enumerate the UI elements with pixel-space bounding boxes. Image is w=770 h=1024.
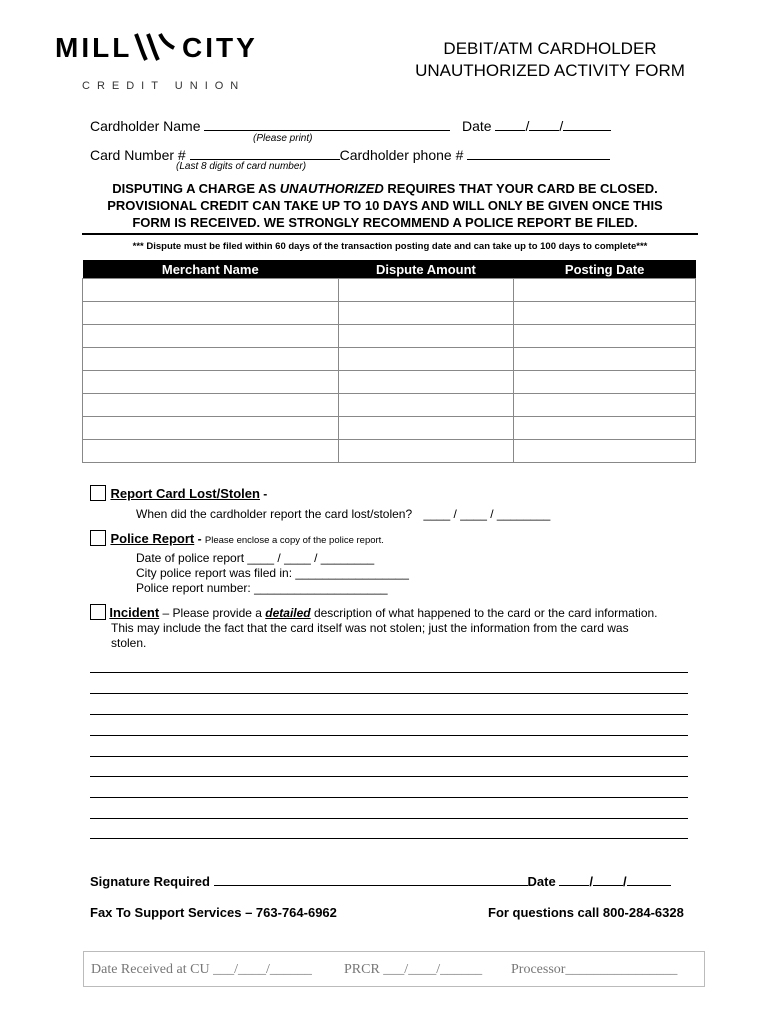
police-report-note: Please enclose a copy of the police report. (204, 535, 384, 546)
dispute-deadline-note: *** Dispute must be filed within 60 days of the transaction posting date and can take up to 100 days to complete*** (132, 241, 648, 252)
police-date-field[interactable]: ____ / ____ / ________ (247, 551, 375, 565)
fax-info: Fax To Support Services – 763-764-6962 (90, 905, 337, 920)
police-number-label: Police report number: (136, 581, 251, 595)
col-dispute-amount: Dispute Amount (338, 260, 514, 279)
processor-field[interactable]: Processor________________ (511, 962, 678, 977)
cardholder-name-field[interactable] (204, 116, 450, 131)
police-report-title: Police Report (110, 531, 195, 546)
description-line[interactable] (90, 756, 688, 757)
dispute-amount-cell[interactable] (338, 279, 514, 302)
merchant-name-cell[interactable] (83, 302, 339, 325)
table-row (83, 325, 696, 348)
description-line[interactable] (90, 735, 688, 736)
merchant-name-cell[interactable] (83, 348, 339, 371)
description-line[interactable] (90, 714, 688, 715)
posting-date-cell[interactable] (514, 279, 696, 302)
card-number-field[interactable] (190, 145, 340, 160)
lost-stolen-checkbox[interactable] (90, 485, 106, 501)
cardholder-phone-label: Cardholder phone # (339, 147, 464, 163)
posting-date-cell[interactable] (514, 440, 696, 463)
merchant-name-cell[interactable] (83, 325, 339, 348)
table-row (83, 279, 696, 302)
card-number-label: Card Number # (90, 147, 186, 163)
transaction-table (82, 260, 696, 463)
description-line[interactable] (90, 818, 688, 819)
dispute-amount-cell[interactable] (338, 417, 514, 440)
lost-stolen-question: When did the cardholder report the card lost/stolen? (136, 507, 413, 521)
lost-stolen-title: Report Card Lost/Stolen (110, 486, 260, 501)
cu-use-box (83, 951, 705, 987)
merchant-name-cell[interactable] (83, 279, 339, 302)
description-line[interactable] (90, 838, 688, 839)
merchant-name-cell[interactable] (83, 440, 339, 463)
date-label: Date (462, 118, 492, 134)
table-row (83, 394, 696, 417)
detailed-emphasis: detailed (265, 606, 311, 620)
please-print-hint: (Please print) (253, 133, 313, 144)
table-row (83, 440, 696, 463)
col-posting-date: Posting Date (514, 260, 696, 279)
form-title-line1: DEBIT/ATM CARDHOLDER (443, 39, 657, 58)
lost-stolen-question-row (136, 507, 550, 521)
divider (82, 233, 698, 235)
police-report-section: Police Report - Please enclose a copy of the police report. (90, 530, 384, 548)
date-month-field[interactable] (495, 116, 525, 131)
questions-info: For questions call 800-284-6328 (488, 905, 684, 920)
logo-subtitle: CREDIT UNION (82, 80, 246, 92)
signature-field[interactable] (214, 871, 528, 886)
table-row (83, 371, 696, 394)
merchant-name-cell[interactable] (83, 394, 339, 417)
posting-date-cell[interactable] (514, 325, 696, 348)
col-merchant-name: Merchant Name (83, 260, 339, 279)
last8-hint: (Last 8 digits of card number) (176, 161, 307, 172)
closure-warning: DISPUTING A CHARGE AS UNAUTHORIZED REQUIRES THAT YOUR CARD BE CLOSED. PROVISIONAL CREDIT CAN TAKE UP TO 10 DAYS AND WILL ONLY BE GIVEN ONCE THIS FORM IS RECEIVED. WE STRONGLY RECOMMEND A POLICE REPORT BE FILED. (107, 181, 663, 230)
table-row (83, 348, 696, 371)
form-title-line2: UNAUTHORIZED ACTIVITY FORM (415, 61, 685, 80)
signature-row: Signature Required Date / / (90, 871, 671, 889)
description-line[interactable] (90, 672, 688, 673)
form-title (400, 38, 700, 82)
date-year-field[interactable] (563, 116, 611, 131)
lost-stolen-date-field[interactable]: ____ / ____ / ________ (423, 507, 551, 521)
table-row (83, 417, 696, 440)
date-row: Date / / (462, 116, 611, 134)
police-report-checkbox[interactable] (90, 530, 106, 546)
prcr-field[interactable]: PRCR ___/____/______ (344, 962, 483, 977)
police-number-field[interactable]: ____________________ (254, 581, 388, 595)
logo-mill: MILL (55, 32, 133, 63)
posting-date-cell[interactable] (514, 302, 696, 325)
signature-date-year[interactable] (627, 871, 671, 886)
merchant-name-cell[interactable] (83, 371, 339, 394)
dispute-amount-cell[interactable] (338, 394, 514, 417)
dispute-amount-cell[interactable] (338, 325, 514, 348)
posting-date-cell[interactable] (514, 348, 696, 371)
police-date-label: Date of police report (136, 551, 245, 565)
incident-checkbox[interactable] (90, 604, 106, 620)
merchant-name-cell[interactable] (83, 417, 339, 440)
posting-date-cell[interactable] (514, 417, 696, 440)
logo-city: CITY (182, 32, 258, 63)
cardholder-phone-field[interactable] (467, 145, 610, 160)
lost-stolen-section: Report Card Lost/Stolen - (90, 485, 267, 503)
dispute-amount-cell[interactable] (338, 302, 514, 325)
description-line[interactable] (90, 797, 688, 798)
signature-date-day[interactable] (593, 871, 623, 886)
cardholder-name-label: Cardholder Name (90, 118, 201, 134)
dispute-amount-cell[interactable] (338, 440, 514, 463)
description-line[interactable] (90, 776, 688, 777)
police-city-label: City police report was filed in: (136, 566, 293, 580)
signature-label: Signature Required (90, 874, 210, 889)
card-number-row (90, 145, 610, 163)
police-city-field[interactable]: _________________ (295, 566, 409, 580)
posting-date-cell[interactable] (514, 371, 696, 394)
signature-date-month[interactable] (559, 871, 589, 886)
incident-title: Incident (109, 605, 160, 620)
cardholder-name-row (90, 116, 450, 134)
incident-section: Incident – Please provide a detailed description of what happened to the card or the card information. This may include the fact that the card itself was not stolen; just the information from the card was stolen. (90, 604, 690, 651)
dispute-amount-cell[interactable] (338, 348, 514, 371)
table-row (83, 302, 696, 325)
signature-date-label: Date (527, 874, 556, 889)
posting-date-cell[interactable] (514, 394, 696, 417)
dispute-amount-cell[interactable] (338, 371, 514, 394)
police-report-fields (136, 551, 409, 596)
description-line[interactable] (90, 693, 688, 694)
logo-mark-icon (132, 30, 178, 69)
date-received-field[interactable]: Date Received at CU ___/____/______ (91, 962, 312, 977)
date-day-field[interactable] (529, 116, 559, 131)
unauthorized-emphasis: UNAUTHORIZED (279, 181, 384, 196)
